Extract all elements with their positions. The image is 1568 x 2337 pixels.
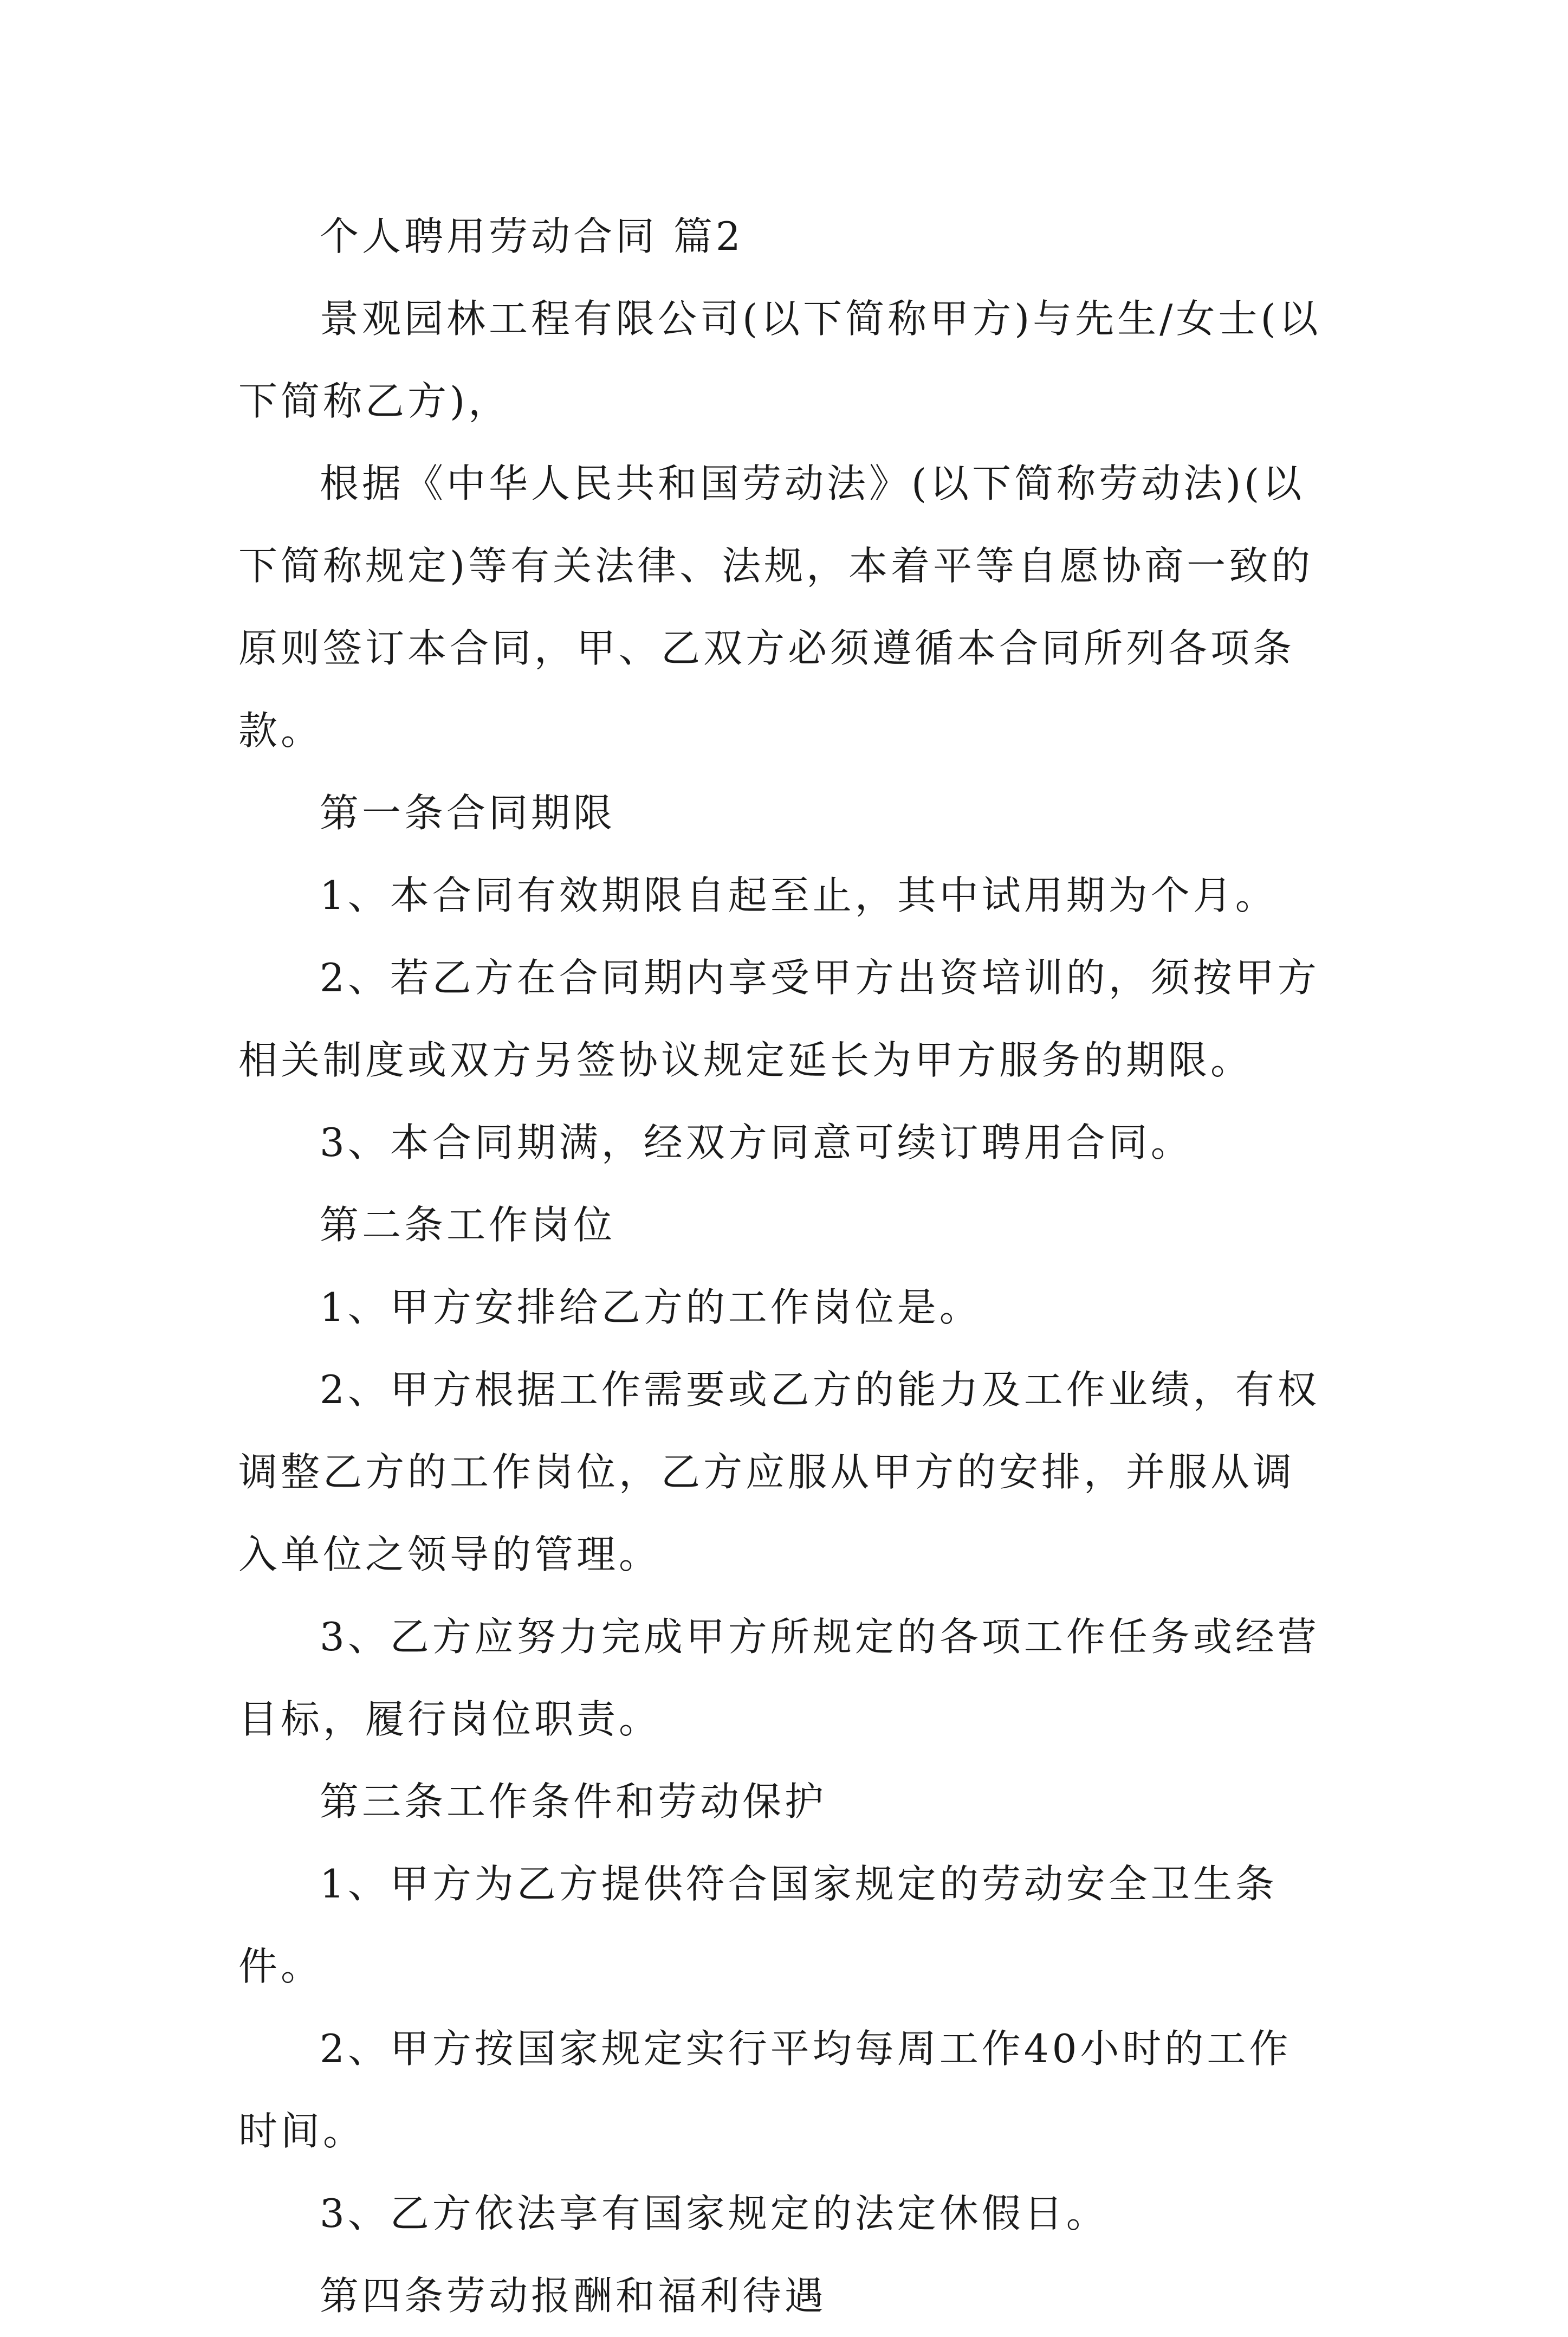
article-4-heading: 第四条劳动报酬和福利待遇 [320, 2273, 827, 2319]
article-1-clause-3: 3、本合同期满，经双方同意可续订聘用合同。 [320, 1120, 1193, 1165]
article-1-heading: 第一条合同期限 [320, 790, 616, 836]
article-2-clause-3: 3、乙方应努力完成甲方所规定的各项工作任务或经营目标，履行岗位职责。 [238, 1614, 1320, 1742]
document-body [238, 195, 1327, 2337]
article-3-clause-1: 1、甲方为乙方提供符合国家规定的劳动安全卫生条件。 [238, 1861, 1278, 1989]
article-2-heading: 第二条工作岗位 [320, 1202, 616, 1248]
article-3-heading: 第三条工作条件和劳动保护 [320, 1779, 827, 1824]
article-3-clause-3: 3、乙方依法享有国家规定的法定休假日。 [320, 2191, 1109, 2236]
document-title: 个人聘用劳动合同 篇2 [320, 214, 744, 259]
article-2-clause-2: 2、甲方根据工作需要或乙方的能力及工作业绩，有权调整乙方的工作岗位，乙方应服从甲方的安排，并服从调入单位之领导的管理。 [238, 1367, 1320, 1577]
article-1-clause-1: 1、本合同有效期限自起至止，其中试用期为个月。 [320, 873, 1278, 918]
article-2-clause-1: 1、甲方安排给乙方的工作岗位是。 [320, 1284, 982, 1330]
basis-paragraph: 根据《中华人民共和国劳动法》(以下简称劳动法)(以下简称规定)等有关法律、法规，本着平等自愿协商一致的原则签订本合同，甲、乙双方必须遵循本合同所列各项条款。 [238, 461, 1314, 753]
parties-paragraph: 景观园林工程有限公司(以下简称甲方)与先生/女士(以下简称乙方)， [238, 296, 1321, 424]
article-1-clause-2: 2、若乙方在合同期内享受甲方出资培训的，须按甲方相关制度或双方另签协议规定延长为甲方服务的期限。 [238, 955, 1320, 1083]
article-3-clause-2: 2、甲方按国家规定实行平均每周工作40小时的工作时间。 [238, 2026, 1292, 2154]
